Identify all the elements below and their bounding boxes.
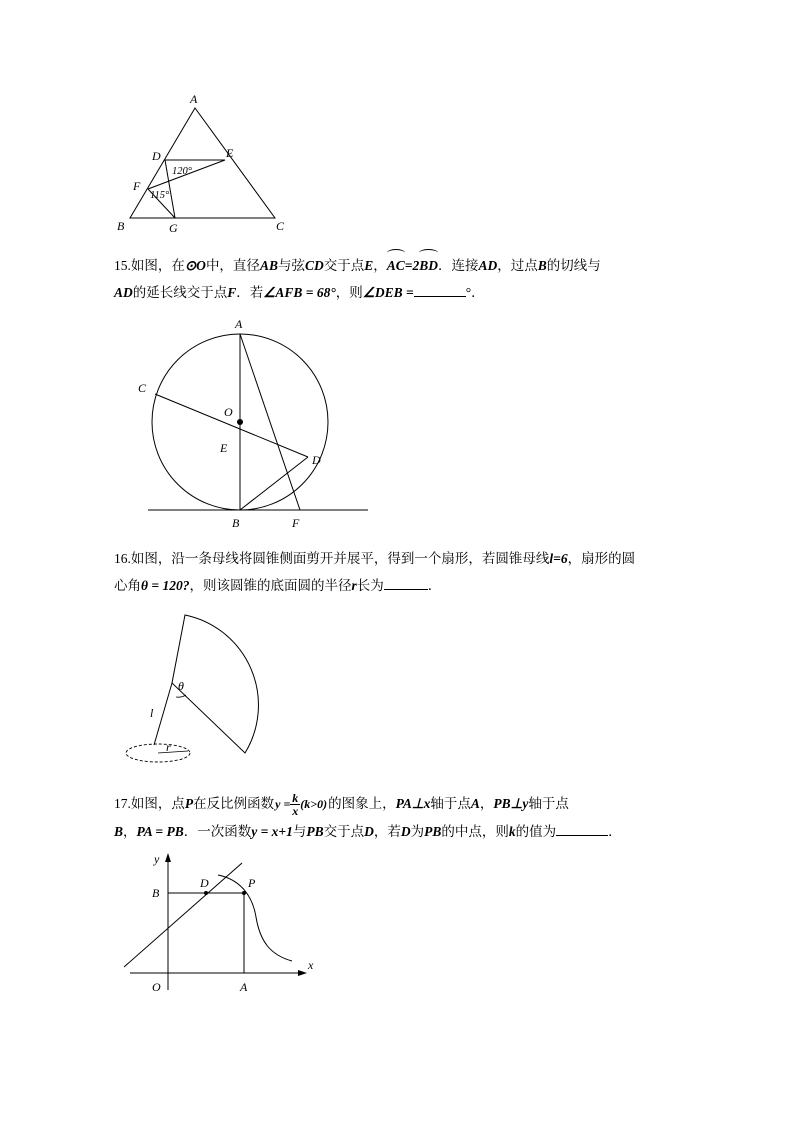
q17-d2: D: [400, 824, 411, 839]
svg-text:B: B: [232, 516, 240, 530]
svg-text:115°: 115°: [150, 190, 170, 201]
q17-p13: 的中点，则: [441, 824, 509, 839]
q17-p8: ．一次函数: [183, 824, 252, 839]
q15-arc-ac: AC: [387, 252, 405, 279]
svg-text:θ: θ: [178, 679, 184, 693]
q16-p6: ．: [427, 578, 442, 593]
q16-number: 16: [114, 551, 128, 566]
q15-ad: AD: [478, 258, 498, 273]
question-15-text: [114, 252, 684, 306]
svg-text:C: C: [276, 219, 285, 233]
q16-p4: ，则该圆锥的底面圆的半径: [189, 578, 352, 593]
q17-p15: ．: [608, 824, 622, 839]
q17-b: B: [114, 824, 124, 839]
q15-b: B: [537, 258, 547, 273]
q15-angle-deb: ∠DEB =: [362, 285, 414, 300]
svg-text:r: r: [166, 740, 171, 754]
q15-p7: ，过点: [497, 258, 538, 273]
q17-inverse-function: y = $\frac{k}{x}$ (k>0): [275, 790, 328, 819]
svg-text:A: A: [240, 980, 248, 994]
q17-p5: ，: [479, 796, 494, 811]
q17-k: k: [508, 824, 516, 839]
q15-p2: 中，直径: [205, 258, 260, 273]
q17-p12: 为: [410, 824, 425, 839]
q17-pb3: PB: [424, 824, 442, 839]
q17-number: 17: [114, 796, 128, 811]
q15-p12: °．: [465, 285, 485, 300]
q15-circle-o: ⊙O: [184, 258, 206, 273]
svg-text:P: P: [248, 876, 256, 890]
figure-circle-15: [120, 312, 380, 537]
figure-triangle-14: [100, 90, 330, 240]
svg-text:120°: 120°: [172, 166, 192, 177]
q16-answer-blank[interactable]: [384, 577, 428, 590]
svg-text:l: l: [150, 706, 154, 720]
svg-text:O: O: [152, 980, 161, 994]
question-16-text: [114, 545, 694, 599]
q17-p: P: [184, 796, 194, 811]
q15-answer-blank[interactable]: [414, 284, 466, 297]
svg-text:D: D: [200, 876, 209, 890]
q15-cd: CD: [304, 258, 324, 273]
svg-text:A: A: [235, 317, 243, 331]
q15-p6: ．连接: [437, 258, 479, 273]
q15-p8: 的切线与: [546, 258, 601, 273]
svg-text:B: B: [152, 886, 160, 900]
q16-p1: .如图，沿一条母线将圆锥侧面剪开并展平，得到一个扇形，若圆锥母线: [127, 551, 550, 566]
q15-p1: .如图，在: [127, 258, 185, 273]
q17-p14: 的值为: [515, 824, 557, 839]
q17-papb: PA = PB: [136, 824, 184, 839]
svg-text:C: C: [138, 381, 147, 395]
q15-arc-bd: BD: [419, 252, 438, 279]
q17-answer-blank[interactable]: [556, 823, 608, 836]
q17-a: A: [470, 796, 480, 811]
q17-p7: ，: [123, 824, 137, 839]
svg-text:y: y: [154, 852, 160, 866]
q17-pa: PA⊥x: [395, 796, 431, 811]
q15-p11: ，则: [335, 285, 363, 300]
svg-text:B: B: [117, 219, 125, 233]
q15-p4: 交于点: [323, 258, 365, 273]
q17-p1: .如图，点: [127, 796, 185, 811]
q16-p2: ，扇形的圆: [567, 551, 636, 566]
figure-sector-16: [110, 605, 330, 770]
svg-text:E: E: [220, 441, 228, 455]
q15-ad2: AD: [114, 285, 133, 300]
figure-coordinate-17: [110, 845, 360, 1010]
svg-text:A: A: [190, 92, 198, 106]
q17-p3: 的图象上，: [328, 796, 396, 811]
q15-number: 15: [114, 258, 128, 273]
q15-p9: 的延长线交于点: [132, 285, 228, 300]
q16-p3: 心角: [114, 578, 141, 593]
q15-p5: ，: [373, 258, 387, 273]
q17-pb2: PB: [306, 824, 324, 839]
q16-theta: θ = 120?: [141, 578, 190, 593]
svg-text:G: G: [169, 221, 178, 235]
svg-text:F: F: [133, 179, 141, 193]
svg-text:D: D: [312, 453, 321, 467]
q17-d: D: [364, 824, 374, 839]
q15-e: E: [364, 258, 374, 273]
svg-text:D: D: [152, 149, 161, 163]
q15-p3: 与弦: [277, 258, 305, 273]
q16-l6: l=6: [549, 551, 568, 566]
q17-line: y = x+1: [251, 824, 293, 839]
question-17-text: [114, 790, 704, 845]
q17-p4: 轴于点: [430, 796, 471, 811]
q17-p2: 在反比例函数: [193, 796, 275, 811]
svg-text:F: F: [292, 516, 300, 530]
q17-p9: 与: [292, 824, 307, 839]
q15-p10: ．若: [236, 285, 264, 300]
svg-text:O: O: [224, 405, 233, 419]
q17-p6: 轴于点: [528, 796, 569, 811]
q17-pb: PB⊥y: [493, 796, 529, 811]
q15-f: F: [227, 285, 237, 300]
q16-p5: 长为: [356, 578, 384, 593]
q15-eq: =2: [404, 258, 420, 273]
svg-text:E: E: [226, 146, 234, 160]
q17-p11: ，若: [373, 824, 401, 839]
svg-text:x: x: [308, 958, 314, 972]
q16-r: r: [351, 578, 357, 593]
q15-angle-afb: ∠AFB = 68°: [263, 285, 336, 300]
q15-ab: AB: [259, 258, 278, 273]
q17-p10: 交于点: [323, 824, 365, 839]
